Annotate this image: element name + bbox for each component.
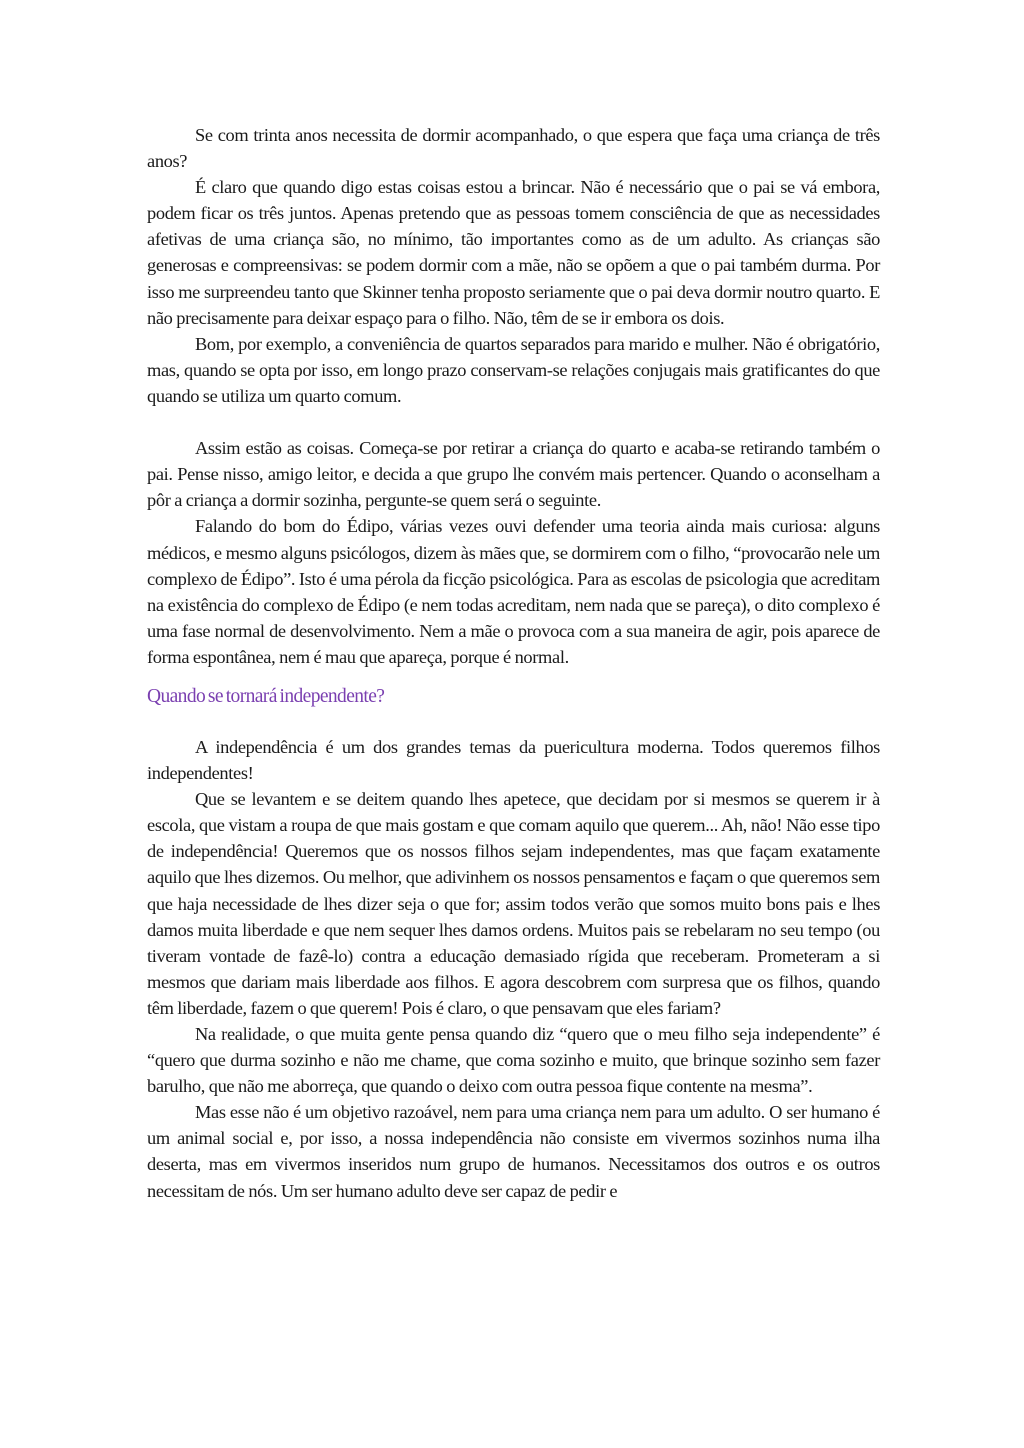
paragraph: Se com trinta anos necessita de dormir acompanhado, o que espera que faça uma criança de três anos? [147, 125, 880, 172]
paragraph: Na realidade, o que muita gente pensa quando diz “quero que o meu filho seja independente” é “quero que durma sozinho e não me chame, que coma sozinho e muito, que brinque sozinho sem fazer barulho, que não me aborreça, que quando o deixo com outra pessoa fique contente na mesma”. [147, 1024, 880, 1097]
paragraph: É claro que quando digo estas coisas estou a brincar. Não é necessário que o pai se vá embora, podem ficar os três juntos. Apenas pretendo que as pessoas tomem consciência de que as necessidades afetivas de uma criança são, no mínimo, tão importantes como as de um adulto. As crianças são generosas e compreensivas: se podem dormir com a mãe, não se opõem a que o pai também durma. Por isso me surpreendeu tanto que Skinner tenha proposto seriamente que o pai deva dormir noutro quarto. E não precisamente para deixar espaço para o filho. Não, têm de se ir embora os dois. [147, 177, 880, 328]
paragraph: Bom, por exemplo, a conveniência de quartos separados para marido e mulher. Não é obrigatório, mas, quando se opta por isso, em longo prazo conservam-se relações conjugais mais gratificantes do que quando se utiliza um quarto comum. [147, 333, 880, 406]
paragraph: Mas esse não é um objetivo razoável, nem para uma criança nem para um adulto. O ser humano é um animal social e, por isso, a nossa independência não consiste em vivermos sozinhos numa ilha deserta, mas em vivermos inseridos num grupo de humanos. Necessitamos dos outros e os outros necessitam de nós. Um ser humano adulto deve ser capaz de pedir e [147, 1102, 880, 1201]
paragraph: Que se levantem e se deitem quando lhes apetece, que decidam por si mesmos se querem ir à escola, que vistam a roupa de que mais gostam e que comam aquilo que querem... Ah, não! Não esse tipo de independência! Queremos que os nossos filhos sejam independentes, mas que façam exatamente aquilo que lhes dizemos. Ou melhor, que adivinhem os nossos pensamentos e façam o que queremos sem que haja necessidade de lhes dizer seja o que for; assim todos verão que somos muito bons pais e lhes damos muita liberdade e que nem sequer lhes damos ordens. Muitos pais se rebelaram no seu tempo (ou tiveram vontade de fazê-lo) contra a educação demasiado rígida que receberam. Prometeram a si mesmos que dariam mais liberdade aos filhos. E agora descobrem com surpresa que os filhos, quando têm liberdade, fazem o que querem! Pois é claro, o que pensavam que eles fariam? [147, 789, 880, 1018]
document-body [147, 122, 880, 1204]
paragraph: Falando do bom do Édipo, várias vezes ouvi defender uma teoria ainda mais curiosa: alguns médicos, e mesmo alguns psicólogos, dizem às mães que, se dormirem com o filho, “provocarão nele um complexo de Édipo”. Isto é uma pérola da ficção psicológica. Para as escolas de psicologia que acreditam na existência do complexo de Édipo (e nem todas acreditam, nem nada que se pareça), o dito complexo é uma fase normal de desenvolvimento. Nem a mãe o provoca com a sua maneira de agir, pois aparece de forma espontânea, nem é mau que apareça, porque é normal. [147, 516, 880, 667]
paragraph: A independência é um dos grandes temas da puericultura moderna. Todos queremos filhos independentes! [147, 736, 880, 784]
heading-spacer [147, 710, 880, 734]
section-heading: Quando se tornará independente? [147, 685, 385, 707]
paragraph: Assim estão as coisas. Começa-se por retirar a criança do quarto e acaba-se retirando também o pai. Pense nisso, amigo leitor, e decida a que grupo lhe convém mais pertencer. Quando o aconselham a pôr a criança a dormir sozinha, pergunte-se quem será o seguinte. [147, 438, 880, 511]
paragraph-spacer [147, 409, 880, 435]
